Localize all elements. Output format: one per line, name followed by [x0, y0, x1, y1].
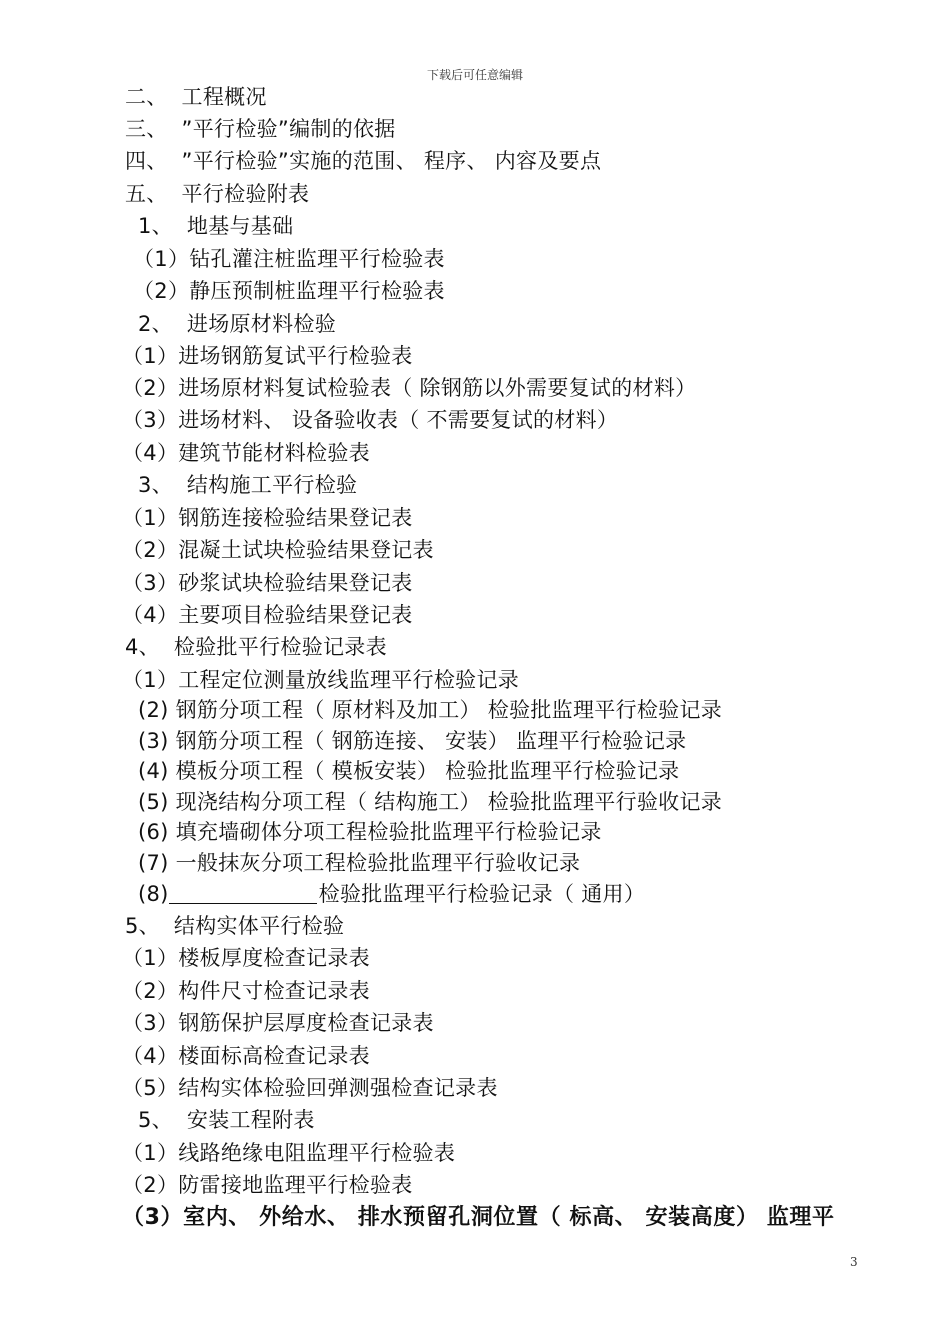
- page-number: 3: [850, 1255, 858, 1269]
- toc-line: 4、 检验批平行检验记录表: [125, 635, 387, 659]
- toc-line: （1）楼板厚度检查记录表: [122, 946, 370, 970]
- toc-line: (3) 钢筋分项工程（ 钢筋连接、 安装） 监理平行检验记录: [138, 729, 687, 753]
- toc-line: 三、 ”平行检验”编制的依据: [125, 117, 396, 141]
- toc-line: （3）钢筋保护层厚度检查记录表: [122, 1011, 434, 1035]
- toc-line: （1）线路绝缘电阻监理平行检验表: [122, 1141, 456, 1165]
- toc-line: (4) 模板分项工程（ 模板安装） 检验批监理平行检验记录: [138, 759, 680, 783]
- toc-line-with-blank: [138, 879, 645, 909]
- toc-line: （3）砂浆试块检验结果登记表: [122, 571, 413, 595]
- page-header: 下载后可任意编辑: [426, 68, 523, 82]
- toc-line: （1）钢筋连接检验结果登记表: [122, 506, 413, 530]
- toc-line: (2) 钢筋分项工程（ 原材料及加工） 检验批监理平行检验记录: [138, 698, 723, 722]
- toc-line-bold: （3）室内、 外给水、 排水预留孔洞位置（ 标高、 安装高度） 监理平: [122, 1205, 835, 1230]
- toc-line: (6) 填充墙砌体分项工程检验批监理平行检验记录: [138, 820, 602, 844]
- toc-line: （2）进场原材料复试检验表（ 除钢筋以外需要复试的材料）: [122, 376, 697, 400]
- toc-line: 1、 地基与基础: [138, 214, 294, 238]
- toc-line: （2）防雷接地监理平行检验表: [122, 1173, 413, 1197]
- toc-line: 五、 平行检验附表: [125, 182, 310, 206]
- toc-line: （1）工程定位测量放线监理平行检验记录: [122, 668, 520, 692]
- item-text: 检验批监理平行检验记录（ 通用）: [318, 882, 646, 906]
- toc-line: (5) 现浇结构分项工程（ 结构施工） 检验批监理平行验收记录: [138, 790, 723, 814]
- toc-line: （2）混凝土试块检验结果登记表: [122, 538, 434, 562]
- toc-line: （1）进场钢筋复试平行检验表: [122, 344, 413, 368]
- toc-line: （1）钻孔灌注桩监理平行检验表: [133, 247, 445, 271]
- toc-line: 二、 工程概况: [125, 85, 267, 109]
- toc-line: （3）进场材料、 设备验收表（ 不需要复试的材料）: [122, 408, 619, 432]
- toc-line: (7) 一般抹灰分项工程检验批监理平行验收记录: [138, 851, 581, 875]
- fill-in-blank: [169, 883, 317, 904]
- toc-line: （2）静压预制桩监理平行检验表: [133, 279, 445, 303]
- item-number: (8): [138, 882, 169, 906]
- toc-line: （2）构件尺寸检查记录表: [122, 979, 370, 1003]
- toc-line: （5）结构实体检验回弹测强检查记录表: [122, 1076, 498, 1100]
- toc-line: （4）建筑节能材料检验表: [122, 441, 370, 465]
- toc-line: 四、 ”平行检验”实施的范围、 程序、 内容及要点: [125, 149, 602, 173]
- toc-line: 2、 进场原材料检验: [138, 312, 337, 336]
- toc-line: 5、 安装工程附表: [138, 1108, 315, 1132]
- toc-line: （4）主要项目检验结果登记表: [122, 603, 413, 627]
- toc-line: 3、 结构施工平行检验: [138, 473, 358, 497]
- toc-line: （4）楼面标高检查记录表: [122, 1044, 370, 1068]
- toc-line: 5、 结构实体平行检验: [125, 914, 345, 938]
